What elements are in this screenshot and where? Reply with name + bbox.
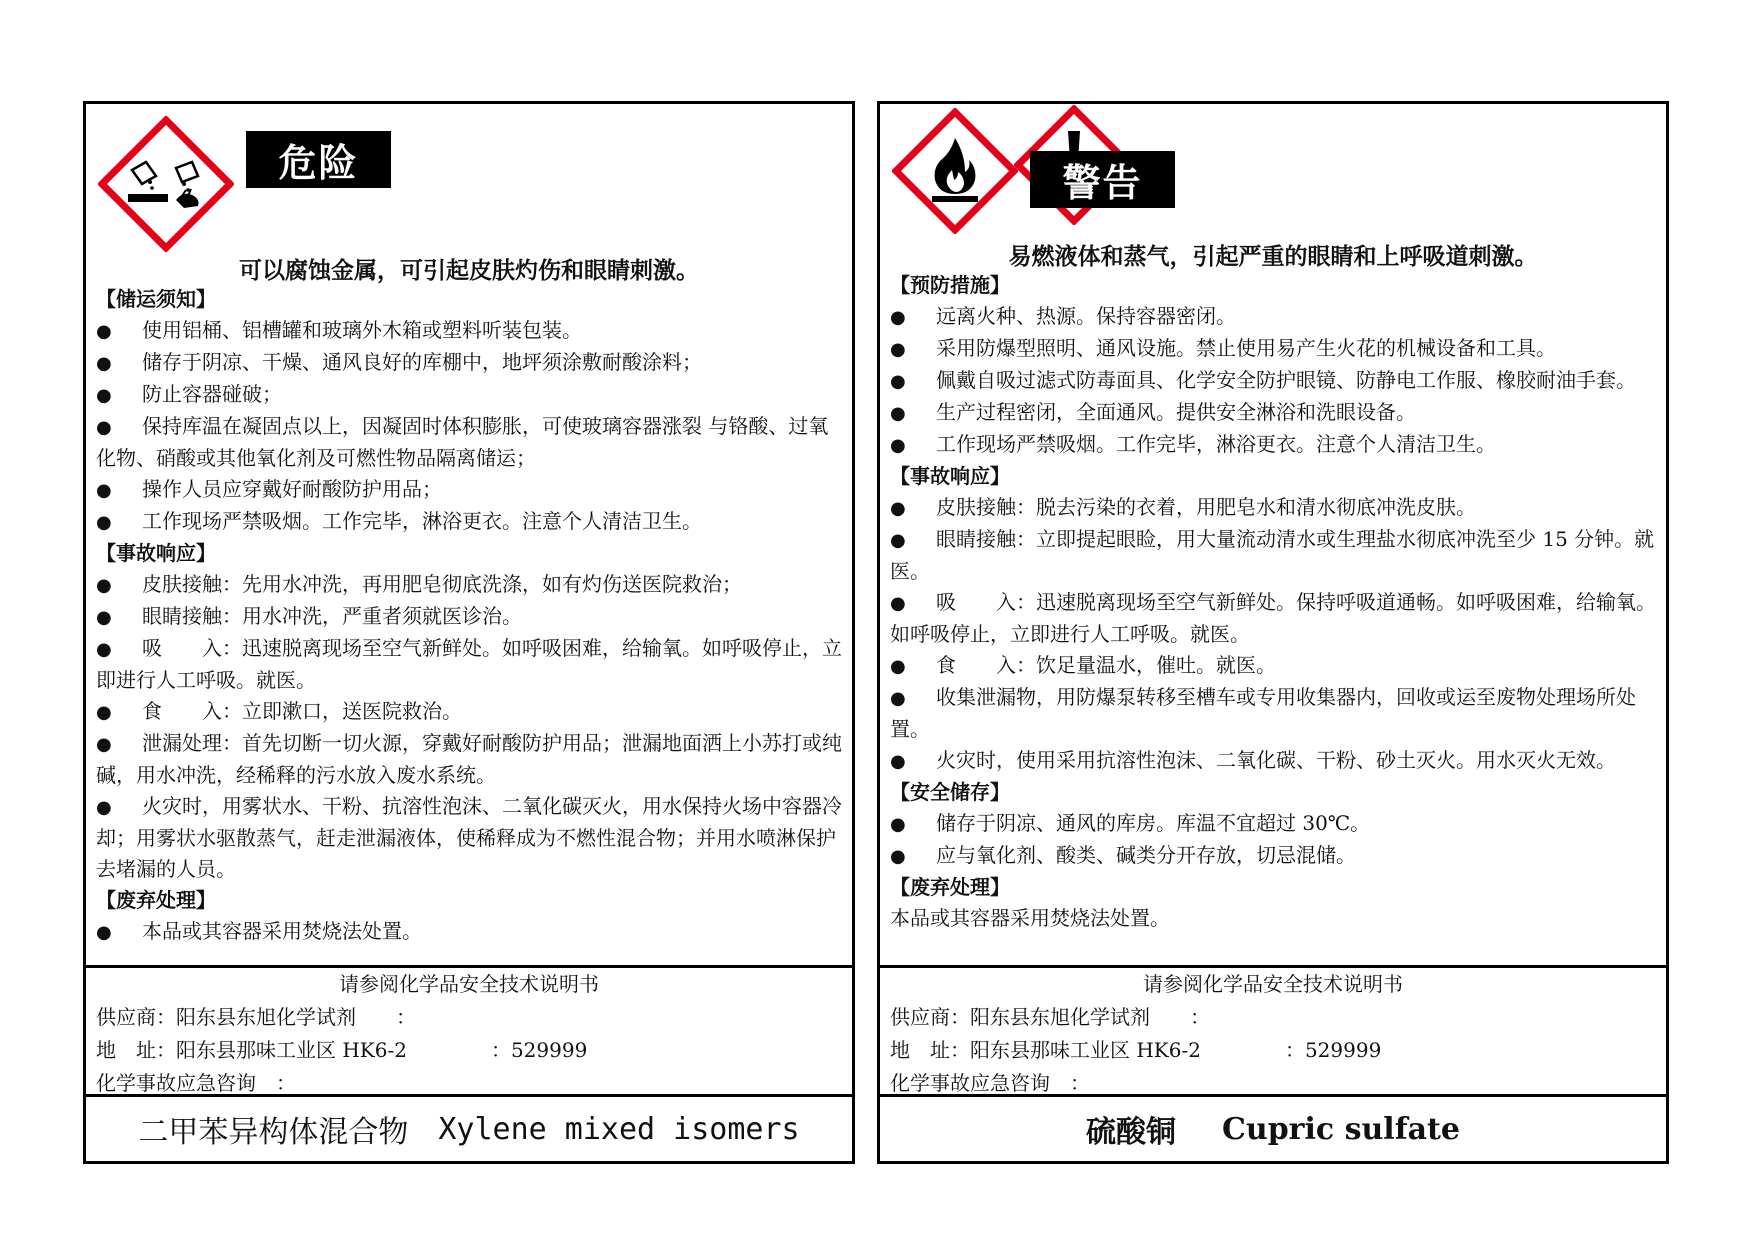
- bullet-icon: [890, 587, 936, 619]
- postcode: ：529999: [1284, 1038, 1382, 1062]
- bullet-icon: [890, 524, 936, 556]
- bullet-icon: [96, 696, 142, 728]
- hazard-label-cupric-sulfate: [877, 101, 1669, 1164]
- bullet-icon: [890, 365, 936, 397]
- bullet-icon: [96, 347, 142, 379]
- hazard-zone: [86, 104, 852, 964]
- bullet-item: [890, 365, 1658, 397]
- bullet-item: [890, 333, 1658, 365]
- hazard-label-xylene: [83, 101, 855, 1164]
- section-heading: 【事故响应】: [890, 464, 1010, 488]
- bullet-item: [96, 569, 844, 601]
- product-name-en: Xylene mixed isomers: [438, 1111, 800, 1147]
- bullet-item: [96, 633, 844, 696]
- product-name: [86, 1097, 852, 1161]
- section-heading: 【预防措施】: [890, 273, 1010, 297]
- bullet-item: [890, 745, 1658, 777]
- bullet-icon: [96, 601, 142, 633]
- bullet-item: [890, 301, 1658, 333]
- bullet-icon: [890, 492, 936, 524]
- bullet-item: [890, 808, 1658, 840]
- hazard-statement: 易燃液体和蒸气，引起严重的眼睛和上呼吸道刺激。: [1008, 243, 1538, 270]
- bullet-item: [890, 492, 1658, 524]
- address-text: 地 址：阳东县那味工业区 HK6-2: [890, 1038, 1201, 1062]
- bullet-text: 采用防爆型照明、通风设施。禁止使用易产生火花的机械设备和工具。: [936, 336, 1556, 360]
- section-heading: 【废弃处理】: [96, 888, 216, 912]
- plain-text: 本品或其容器采用焚烧法处置。: [890, 906, 1170, 930]
- bullet-icon: [890, 397, 936, 429]
- address-text: 地 址：阳东县那味工业区 HK6-2: [96, 1038, 407, 1062]
- bullet-item: [890, 682, 1658, 745]
- signal-word: 警告: [1030, 151, 1175, 208]
- bullet-text: 使用铝桶、铝槽罐和玻璃外木箱或塑料听装包装。: [142, 318, 582, 342]
- supplier-line: 供应商：阳东县东旭化学试剂 ：: [96, 1005, 416, 1029]
- bullet-text: 保持库温在凝固点以上，因凝固时体积膨胀，可使玻璃容器涨裂 与铬酸、过氧化物、硝酸或其他氧化剂及可燃性物品隔离储运；: [96, 414, 829, 470]
- bullet-text: 操作人员应穿戴好耐酸防护用品；: [142, 477, 442, 501]
- bullet-item: [890, 650, 1658, 682]
- precautions-body: [890, 270, 1658, 934]
- bullet-text: 防止容器碰破；: [142, 382, 282, 406]
- address-line: [890, 1034, 1656, 1067]
- emergency-line: 化学事故应急咨询 ：: [890, 1071, 1090, 1095]
- bullet-text: 皮肤接触：脱去污染的衣着，用肥皂水和清水彻底冲洗皮肤。: [936, 495, 1476, 519]
- product-name-en: Cupric sulfate: [1222, 1111, 1460, 1147]
- supplier-line: 供应商：阳东县东旭化学试剂 ：: [890, 1005, 1210, 1029]
- product-name-cn: 硫酸铜: [1086, 1115, 1177, 1150]
- bullet-icon: [96, 474, 142, 506]
- bullet-text: 食 入：立即漱口，送医院救治。: [142, 699, 462, 723]
- bullet-text: 食 入：饮足量温水，催吐。就医。: [936, 653, 1276, 677]
- bullet-text: 吸 入：迅速脱离现场至空气新鲜处。如呼吸困难，给输氧。如呼吸停止，立即进行人工呼吸。就医。: [96, 636, 842, 692]
- bullet-icon: [96, 633, 142, 665]
- bullet-icon: [96, 569, 142, 601]
- bullet-text: 吸 入：迅速脱离现场至空气新鲜处。保持呼吸道通畅。如呼吸困难，给输氧。如呼吸停止，立即进行人工呼吸。就医。: [890, 590, 1656, 646]
- bullet-icon: [890, 808, 936, 840]
- section-heading: 【事故响应】: [96, 541, 216, 565]
- bullet-icon: [890, 682, 936, 714]
- supplier-info: [86, 965, 852, 1097]
- address-line: [96, 1034, 842, 1067]
- bullet-item: [96, 315, 844, 347]
- bullet-item: [96, 696, 844, 728]
- bullet-text: 工作现场严禁吸烟。工作完毕，淋浴更衣。注意个人清洁卫生。: [142, 509, 702, 533]
- bullet-item: [96, 728, 844, 791]
- bullet-item: [96, 347, 844, 379]
- bullet-item: [890, 397, 1658, 429]
- bullet-text: 眼睛接触：用水冲洗，严重者须就医诊治。: [142, 604, 522, 628]
- bullet-icon: [890, 840, 936, 872]
- bullet-item: [96, 411, 844, 474]
- bullet-item: [890, 524, 1658, 587]
- section-heading: 【废弃处理】: [890, 875, 1010, 899]
- corrosion-pictogram-icon: [98, 116, 234, 252]
- bullet-text: 远离火种、热源。保持容器密闭。: [936, 304, 1236, 328]
- bullet-text: 火灾时，使用采用抗溶性泡沫、二氧化碳、干粉、砂土灭火。用水灭火无效。: [936, 748, 1616, 772]
- bullet-text: 储存于阴凉、通风的库房。库温不宜超过 30℃。: [936, 811, 1371, 835]
- bullet-item: [96, 506, 844, 538]
- section-heading: 【储运须知】: [96, 287, 216, 311]
- bullet-text: 收集泄漏物，用防爆泵转移至槽车或专用收集器内，回收或运至废物处理场所处置。: [890, 685, 1636, 741]
- bullet-icon: [890, 333, 936, 365]
- bullet-item: [96, 474, 844, 506]
- section-heading: 【安全储存】: [890, 780, 1010, 804]
- hazard-zone: [880, 104, 1666, 964]
- bullet-icon: [96, 506, 142, 538]
- postcode: ：529999: [490, 1038, 588, 1062]
- signal-word: 危险: [246, 131, 391, 188]
- hazard-statement: 可以腐蚀金属，可引起皮肤灼伤和眼睛刺激。: [239, 257, 699, 284]
- flame-pictogram-icon: [892, 108, 1018, 234]
- bullet-icon: [890, 301, 936, 333]
- bullet-text: 工作现场严禁吸烟。工作完毕，淋浴更衣。注意个人清洁卫生。: [936, 432, 1496, 456]
- bullet-icon: [96, 791, 142, 823]
- bullet-text: 储存于阴凉、干燥、通风良好的库棚中，地坪须涂敷耐酸涂料；: [142, 350, 702, 374]
- bullet-item: [96, 791, 844, 885]
- bullet-icon: [96, 315, 142, 347]
- bullet-text: 火灾时，用雾状水、干粉、抗溶性泡沫、二氧化碳灭火，用水保持火场中容器冷却；用雾状水驱散蒸气，赶走泄漏液体，使稀释成为不燃性混合物；并用水喷淋保护去堵漏的人员。: [96, 794, 842, 881]
- bullet-item: [96, 601, 844, 633]
- product-name-cn: 二甲苯异构体混合物: [138, 1115, 409, 1150]
- bullet-item: [96, 379, 844, 411]
- bullet-text: 眼睛接触：立即提起眼睑，用大量流动清水或生理盐水彻底冲洗至少 15 分钟。就医。: [890, 527, 1655, 583]
- emergency-line: 化学事故应急咨询 ：: [96, 1071, 296, 1095]
- bullet-text: 泄漏处理：首先切断一切火源，穿戴好耐酸防护用品；泄漏地面洒上小苏打或纯碱，用水冲洗，经稀释的污水放入废水系统。: [96, 731, 842, 787]
- bullet-icon: [96, 916, 142, 948]
- bullet-text: 应与氧化剂、酸类、碱类分开存放，切忌混储。: [936, 843, 1356, 867]
- supplier-info: [880, 965, 1666, 1097]
- bullet-text: 本品或其容器采用焚烧法处置。: [142, 919, 422, 943]
- bullet-item: [890, 840, 1658, 872]
- precautions-body: [96, 284, 844, 948]
- bullet-item: [890, 429, 1658, 461]
- bullet-icon: [890, 745, 936, 777]
- sds-reference: 请参阅化学品安全技术说明书: [339, 972, 599, 996]
- product-name: [880, 1097, 1666, 1161]
- bullet-text: 生产过程密闭，全面通风。提供安全淋浴和洗眼设备。: [936, 400, 1416, 424]
- bullet-icon: [96, 411, 142, 443]
- bullet-icon: [96, 379, 142, 411]
- bullet-text: 皮肤接触：先用水冲洗，再用肥皂彻底洗涤，如有灼伤送医院救治；: [142, 572, 742, 596]
- sds-reference: 请参阅化学品安全技术说明书: [1143, 972, 1403, 996]
- bullet-text: 佩戴自吸过滤式防毒面具、化学安全防护眼镜、防静电工作服、橡胶耐油手套。: [936, 368, 1636, 392]
- bullet-item: [96, 916, 844, 948]
- bullet-item: [890, 587, 1658, 650]
- bullet-icon: [890, 429, 936, 461]
- bullet-icon: [890, 650, 936, 682]
- bullet-icon: [96, 728, 142, 760]
